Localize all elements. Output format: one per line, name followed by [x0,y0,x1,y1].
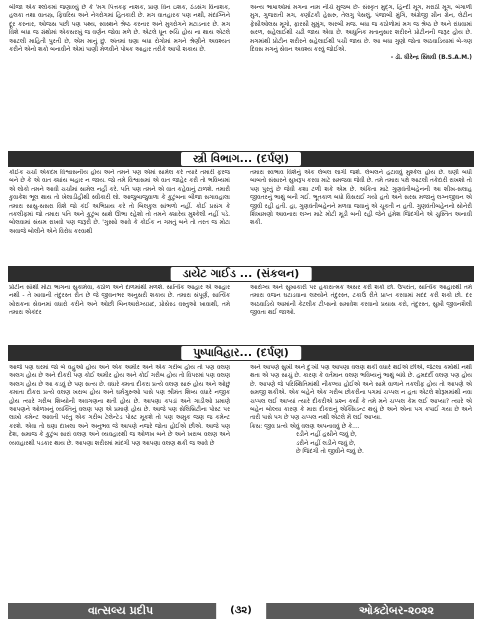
intro-left-column [9,4,230,114]
magazine-name: વાત્સલ્ય પ્રદીપ [88,604,154,617]
page-footer [8,603,474,619]
section2-left-text: પ્રોટીન સૌથી મોટા ભાગના સુકામેવા, કઠોળ અને દાળમાંથી મળશે. સાત્વિક આહાર એ આહાર નથી - તે ખાવાની તંદુરસ્ત રીત છે જે જીવનભર અનુસરી શકાય છે. તમારા સંપૂર્ણ, સાત્વિક ખોરાકના સેવનમાં વધારો કરીને અને ઓછી બિનઆરોગ્યપ્રદ, પ્રોસેસ્ડ વસ્તુઓ ખાવાથી, તમે તમારા એકંદર [9,285,230,317]
section-header-stree-vibhag [8,151,474,167]
section-title: સ્ત્રી વિભાગ... (દર્પણ) [181,152,301,166]
intro-right-column [250,4,472,114]
section3-right-text: અને આપણે સુખી અને દુઃખી પણ આપણા વલણ થકી વધારે થઈએ છીએ, જેટલા કર્મોથી નથી થતા એ પણ સાચું છે. કારણ કે વર્તમાન વલણ ભવિષ્યનું ભાથું બાંધે છે. હમદર્દી વલણ પણ હોય છે. આપણે જે પરિસ્થિતિમાંથી નીકળ્યા હોઈએ અને સામે વાળાને તકલીફ હોય તો આપણે એ સમજી શકીએ. એક બહેને એક ગરીબ છોકરીના પગમાં ચપ્પલ ન હતા એટલે શોરૂમમાંથી નવા ચપ્પલ લઈ આપ્યાં ત્યારે દીકરીએ પ્રશ્ન કર્યો કે તમે મને ચપ્પલ કેમ લઈ આપ્યા? ત્યારે એ બહેન બોલ્યા કારણ કે મારા દીકરાનું એક્સિડન્ટ થયું છે અને એના પગ કપાઈ ગયા છે અને તારી પાસે પગ છે પણ ચપ્પલ નથી એટલે મેં લઈ આપ્યા. [250,365,472,422]
section1-right-text: તમારા સ્વભાવ વિશેનું એક લેબલ લાગી જશે. લેબલને હટાવવું મુશ્કેલ હોય છે. ઘણી બધી બાબતો સંસારને સુખરૂપ કરવા માટે સમજવા જેવી છે. તમે તમારા પક્ષે આટલી તકેદારી રાખશો તો પણ પુરતું છે જેવી કશા ટળી શકે એમ છે. અંકિતા માટે ગુણવંતીબહેનની આ શીખ-સલાહ જીવતરનું ભાથું બની ગઈ. ભૂતકાળ બધો વિસરાઈ ગયો હતો અને સરસ મજાનું લગ્નજીવન એ જીવી રહી હતી. હા, ગુણવંતીબહેનને મળવા જવાનું એ ચૂકતી ન હતી. ગુણવંતીબહેનનો સોનેરી શિખામણો આવનારા લગ્ન માટે મોટી મૂડી બની રહી જેને હંમેશ જિંદગીને એ ચુસ્તિત અનાવી શકી. [250,170,472,227]
intro-right-text: અન્ય ભાષાઓમાં મગના નામ નીચે મુજબ છે- સંસ્કૃત મુદ્ગ, હિન્દી મૂગ, મરાઠી મૂગ, બંગાળી મુગ, ગુજરાતી મગ, કર્ણાટકી હેસરુ, તેલગુ પેસલું, પંજાબી મુંગિ, અંગ્રેજી ગ્રીન ગ્રેન, લેટીન ફેસીઓલસ મૂગો, ફારસી મુમુંગ, અરબી મજ. બધા જ કઠોળોમાં મગ જ શ્રેષ્ઠ છે અને રાંધવામાં સરળ, સહેલાઈથી ચઢી જાય એવા છે. આધુનિક મતાનુસાર શરીરને પ્રોટીનની જરૂર હોય છે. મગમાંથી પ્રોટીન શરીરને સહેલાઈથી પચી જાય છે. આ બધા ગુણો જોતા અઠવાડિયામાં બે-ત્રણ દિવસ મગનું સેવન અવશ્ય કરવું જોઈએ. [250,5,472,54]
section1-right-column [250,169,472,255]
section3-quote: ક્રિસ: જીવ પ્રત્યે એવું વલણ અપનાવવું છે કે.... [250,423,360,430]
section3-left-column [9,364,230,599]
section2-left-column [9,284,230,334]
section-title: ડાયેટ ગાઈડ ... (સંકલન) [171,267,312,281]
section3-left-text: આજે પણ ઘરમાં જો બે વહુઓ હોય અને એક અમીર અને એક ગરીબ હોય તો પણ વલણ અલગ હોય છે અને દીકરી પણ કોઈ અમીર હોય અને કોઈ ગરીબ હોય તો વિપરમાં પણ વલણ અલગ હોય છે આ કડવું છે પણ સત્ય છે. વધારે ક્મતા દીકરા પ્રત્યે વલણ સારું હોય અને ઓછું કમાતા દીકરા પ્રત્યે વલણ ખરાબ હોય અને ઘર્મગુરુઓ પાસે પણ શ્રીમંત શિષ્ય વધારે નજીક હોય ત્યારે ગરીબ શિષ્યોની અવગણના થતી હોય છે. આપણા કપડાં અને ગાડીઓ પ્રમાણે આપણને ઓળખનું વ્યક્તિનું વલણ પણ એ પ્રમાણે હોય છે. આજે પણ સેલિબ્રિટીના પોસ્ટ પર લાખો કમેન્ટ આવતી પરંતુ એક ગરીબ ટેલેન્ટેડ પોસ્ટ મૂકશે તો પણ અમુક જણ જ કમેન્ટ કરશે. એવા તો ઘણા દાખલા અને અનુભવ જે આપણે નજરે જોતા હોઈએ છીએ. આજે પણ દેશ, સમાજ કે કુટુંબ સારાં વલણ અને વ્યવહારથી જ ઓળખ બને છે અને ખરાબ વલણ અને વ્યવહારથી પડકાર થાય છે. આપણા શરીરમાં માંદગી પણ આપણા વલણ થકી જ આવે છે [9,365,230,447]
poem-line: છે જિંદગી તો જીવીને જવું છે. [296,449,364,456]
author-signature: - ડૉ. ધીરેન્દ્ર સિંઘવી (B.S.A.M.) [390,55,472,62]
section2-right-text: આરોગ્ય અને સુખાકારી પર હકારાત્મક અસર કરી શકો છો. ઉપરાંત, સાત્વિક આહારથી તમે તમારા વજન ઘટાડવાના લક્ષ્યોને તંદુરસ્ત, ટકાઉ રીતે પ્રાપ્ત કરવામાં મદદ કરી શકો છો. દર અઠવાડિયે આમાંની કેટલીક ટીપ્સનો સમાવેશ કરવાનો પ્રયાસ કરો, તંદુરસ્ત, સુખી જીવનશૈલી જીવતા થઈ જાઓ. [250,285,472,317]
section-header-pushpavihar [8,345,474,361]
section3-right-column [250,364,472,599]
poem-line: રડીને નહીં હસીને જવું છે, [296,432,357,439]
issue-date: ઓક્ટોબર-૨૦૨૨ [358,604,434,617]
page-number: (૩૨) [216,603,266,619]
section-header-diet-guide [8,266,474,282]
poem-line: ડરીને નહીં લડીને જવું છે, [296,440,356,447]
section2-right-column [250,284,472,334]
section-title: પુષ્પાવિહાર... (દર્પણ) [181,346,301,360]
section1-left-column [9,169,230,255]
intro-left-text: બીજા એક શ્લોકમાં જણાવ્યું છે કે 'મગ પિત્તકફ નાશક, પ્રાણ વિન ઇશક, ઠંડસંગ વિનાશક, હલકા તથા વાતસ્ત્ર, ફિવરિય અને નેત્રરોગમાં હિતકારી છે. મગ વાતહારક પણ નથી, મંદાગ્નિને દૂર કરનાર, ઓજસ પછી પણ પથ્ય, સ્વસ્થને શ્રેષ્ઠ કરનાર અને મુત્રરોગને મટાડનાર છે. મગ વિશે બધા જ ગ્રંથોમાં એકસરખું જ વર્ણન જોવા મળે છે. એટલે ધૂન રુચિ હોય ના થાય એટલે આટલી માહિતી પુરતી છે, એમ માનું છું. અંતમાં ઘણા બધા રોગોમાં મગને શ્રેણીને અવશ્યત કરીને એનો શકો બનાવીને એમાં પાણી મેળવીને પોષક આહાર તરીકે આપી શકાય છે. [9,5,230,54]
section1-left-text: કોઈક ચર્ચા એકદમ વિશ્વાસનીય હોય અને તમને પણ એમાં સામેલ કરે ત્યારે તમારી ફરજ બને છે કે એ વાત ક્યાંય બહાર ન જાય. જો તમે વિશ્વાસમાં એ વાત જાહેર કરી તો ભવિષ્યમાં એ લોકો તમને આવી ચર્ચામાં સામેલ નહીં કરે. પતિ પણ તમને એ વાત કહેવાનું ટાળશે. તમારી કુવાકેશ ભૂલ થાય તો ખેલાડીહીથી સ્વીકારી લો. આજુબાજુવાળા કે કુટુંબના બીજા સગાવહાલા તમારા સાસુ-સસરા વિશે જો કંઈ અભિપ્રાય કરે તો બિલકુલ સાંભળો નહીં. કોઈ પ્રસંગ કે તકલીફમાં જો તમારા પતિ અને કુટુંબ સાથે ઊભા રહેશો તો તમને ક્યારેય મુશ્કેલી નહીં પડે. બોલવામાં સંયમ રાખવો પણ જરૂરી છે. 'ગુસ્સો આવે કે કોઈક ન ગમતું બને તો તરત જ મોટા અવાજે બોલીને એને વિરોધ કરવાથી [9,170,230,235]
